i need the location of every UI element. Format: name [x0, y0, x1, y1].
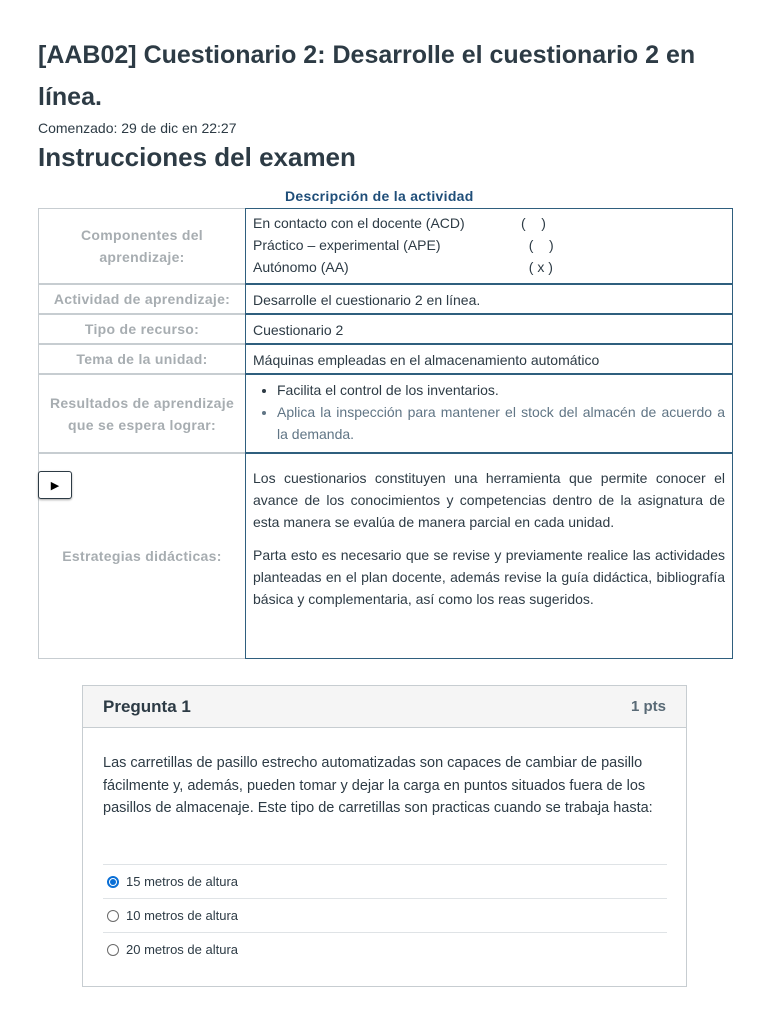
unit-topic-label: Tema de la unidad:: [38, 344, 245, 374]
question-header: [83, 686, 686, 728]
started-timestamp: Comenzado: 29 de dic en 22:27: [38, 120, 237, 136]
strategies-paragraph: Los cuestionarios constituyen una herramienta que permite conocer el avance de los conocimientos y competencias dentro de la asignatura de esta manera se evalúa de manera parcial en cada unidad.: [253, 470, 725, 530]
component-text: Práctico – experimental (APE): [253, 237, 441, 253]
resource-type-value: Cuestionario 2: [245, 314, 733, 344]
expected-results-list: [253, 379, 725, 445]
radio-button[interactable]: [107, 944, 119, 956]
expected-results-value: [245, 374, 733, 453]
component-text: Autónomo (AA): [253, 259, 349, 275]
components-label: [38, 208, 245, 284]
component-mark: ( x ): [521, 259, 553, 275]
component-line: [253, 212, 725, 234]
component-line: [253, 234, 725, 256]
answer-option[interactable]: [103, 864, 667, 898]
component-text: En contacto con el docente (ACD): [253, 215, 465, 231]
question-name: Pregunta 1: [103, 696, 191, 716]
expected-results-label-text: Resultados de aprendizaje que se espera lograr:: [49, 394, 235, 433]
answer-label: 20 metros de altura: [126, 942, 239, 957]
question-text: Las carretillas de pasillo estrecho automatizadas son capaces de cambiar de pasillo fácilmente y, además, pueden tomar y dejar la carga en puntos situados fuera de los pasillos de almacenaje. Este tipo de carretillas son practicas cuando se trabaja hasta:: [103, 755, 653, 816]
components-value: [245, 208, 733, 284]
learning-activity-value: Desarrolle el cuestionario 2 en línea.: [245, 284, 733, 314]
page-title: [AAB02] Cuestionario 2: Desarrolle el cuestionario 2 en línea.: [38, 41, 696, 111]
component-mark: ( ): [521, 215, 546, 231]
strategies-value: [245, 453, 733, 659]
answer-label: 15 metros de altura: [126, 874, 239, 889]
strategies-label: Estrategias didácticas:: [38, 453, 245, 659]
component-line: [253, 256, 725, 278]
answer-option[interactable]: [103, 932, 667, 966]
components-label-text: Componentes del aprendizaje:: [81, 227, 203, 265]
question-card: [82, 685, 687, 987]
radio-button-selected[interactable]: [107, 876, 119, 888]
strategies-paragraph: Parta esto es necesario que se revise y previamente realice las actividades planteadas en el plan docente, además revise la guía didáctica, bibliografía básica y complementaria, así como los reas sugeridos.: [253, 547, 725, 607]
radio-button[interactable]: [107, 910, 119, 922]
question-points: 1 pts: [630, 698, 666, 715]
expected-results-label: [38, 374, 245, 453]
learning-activity-label: Actividad de aprendizaje:: [38, 284, 245, 314]
play-button[interactable]: [38, 471, 72, 499]
instructions-heading: Instrucciones del examen: [38, 142, 356, 172]
answer-label: 10 metros de altura: [126, 908, 239, 923]
component-mark: ( ): [521, 237, 554, 253]
list-item: • Facilita el control de los inventarios.: [277, 379, 725, 401]
answer-option[interactable]: [103, 898, 667, 932]
list-item: • Aplica la inspección para mantener el stock del almacén de acuerdo a la demanda.: [277, 401, 725, 445]
resource-type-label: Tipo de recurso:: [38, 314, 245, 344]
activity-caption: Descripción de la actividad: [285, 188, 474, 204]
unit-topic-value: Máquinas empleadas en el almacenamiento automático: [245, 344, 733, 374]
play-icon: ▶: [50, 479, 60, 492]
